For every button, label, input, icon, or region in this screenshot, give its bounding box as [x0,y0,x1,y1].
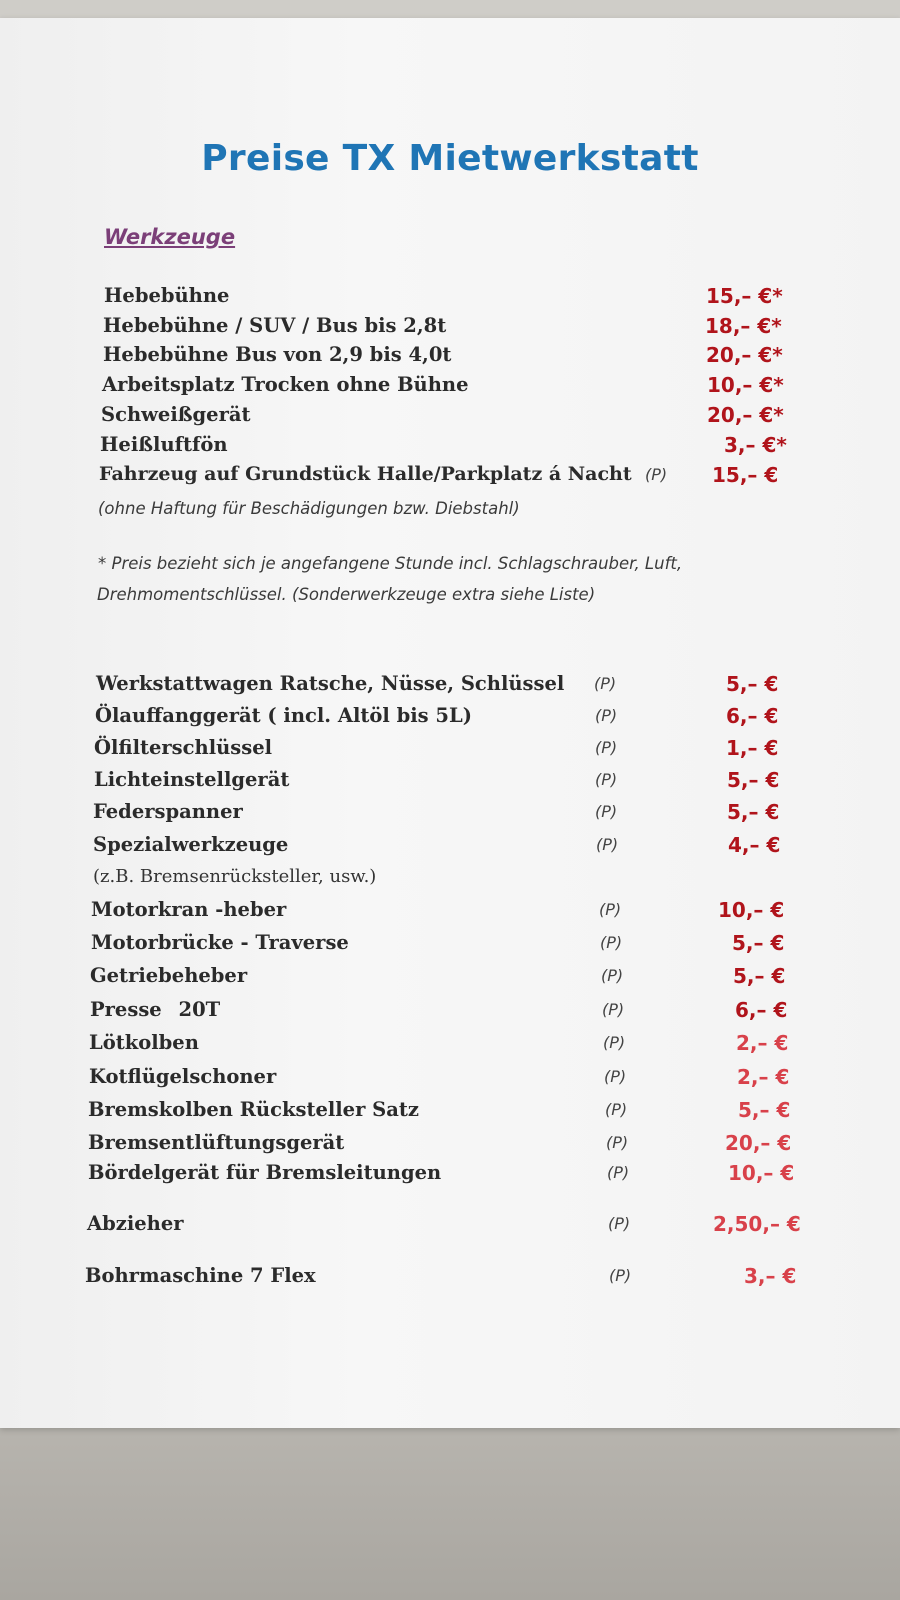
footnote-line-1: * Preis bezieht sich je angefangene Stunde incl. Schlagschrauber, Luft, [98,554,683,573]
item-price: 15,– € [712,463,779,487]
item-p-marker: (P) [608,1214,631,1233]
item-label: Bremskolben Rücksteller Satz [88,1098,419,1121]
item-p-marker: (P) [603,1033,626,1052]
item-price: 15,– €* [706,284,783,308]
item-label: Spezialwerkzeuge [93,833,289,856]
item-label: Werkstattwagen Ratsche, Nüsse, Schlüssel [96,672,565,695]
item-label: Arbeitsplatz Trocken ohne Bühne [102,373,469,396]
item-p-marker: (P) [595,738,618,757]
item-label: Bremsentlüftungsgerät [88,1131,345,1154]
item-label: Abzieher [87,1212,184,1235]
item-price: 5,– € [727,800,780,824]
item-price: 4,– € [728,833,781,857]
item-price: 3,– € [744,1264,797,1288]
item-price: 6,– € [735,998,788,1022]
item-price: 5,– € [732,931,785,955]
item-price: 2,– € [736,1031,789,1055]
item-price: 5,– € [727,768,780,792]
item-label: Motorbrücke - Traverse [91,931,349,954]
item-price: 18,– €* [705,314,782,338]
item-p-marker: (P) [609,1266,632,1285]
item-label: Schweißgerät [101,403,251,426]
item-price: 5,– € [726,672,779,696]
item-label: Ölauffanggerät ( incl. Altöl bis 5L) [95,704,472,727]
item-label: Lötkolben [89,1031,199,1054]
item-p-marker: (P) [595,802,618,821]
special-tools-example: (z.B. Bremsenrücksteller, usw.) [93,866,377,887]
item-p-marker: (P) [602,1000,625,1019]
item-p-marker: (P) [594,674,617,693]
item-label: Ölfilterschlüssel [94,736,273,759]
item-label: Motorkran -heber [91,898,287,921]
item-label: Kotflügelschoner [89,1065,277,1088]
item-price: 5,– € [733,964,786,988]
item-p-marker: (P) [604,1067,627,1086]
item-p-marker: (P) [601,966,624,985]
item-p-marker: (P) [595,770,618,789]
item-price: 5,– € [738,1098,791,1122]
item-price: 20,– €* [707,403,784,427]
item-price: 6,– € [726,704,779,728]
item-label: Hebebühne Bus von 2,9 bis 4,0t [103,343,452,366]
item-label: Lichteinstellgerät [94,768,290,791]
price-list-sheet [0,18,900,1428]
footnote-line-2: Drehmomentschlüssel. (Sonderwerkzeuge extra siehe Liste) [97,585,596,604]
item-price: 10,– € [728,1161,795,1185]
item-p-marker: (P) [599,900,622,919]
item-price: 2,50,– € [713,1212,801,1236]
page-title: Preise TX Mietwerkstatt [201,138,699,179]
item-label: Getriebeheber [90,964,248,987]
item-p-marker: (P) [595,706,618,725]
item-price: 20,– € [725,1131,792,1155]
item-p-marker: (P) [645,465,668,484]
item-price: 10,– € [718,898,785,922]
item-price: 3,– €* [724,433,787,457]
table-surface [0,1405,900,1600]
item-label: Hebebühne / SUV / Bus bis 2,8t [103,314,447,337]
item-label: Fahrzeug auf Grundstück Halle/Parkplatz á Nacht [99,463,632,485]
item-p-marker: (P) [605,1100,628,1119]
item-label: Heißluftfön [100,433,228,456]
section-heading: Werkzeuge [104,225,236,249]
item-price: 2,– € [737,1065,790,1089]
item-label: Bördelgerät für Bremsleitungen [88,1161,442,1184]
item-label: Presse 20T [90,998,221,1021]
item-price: 20,– €* [706,343,783,367]
item-price: 10,– €* [707,373,784,397]
item-label: Federspanner [93,800,243,823]
item-price: 1,– € [726,736,779,760]
item-label: Hebebühne [104,284,230,307]
item-p-marker: (P) [606,1133,629,1152]
liability-note: (ohne Haftung für Beschädigungen bzw. Diebstahl) [98,499,520,518]
item-p-marker: (P) [596,835,619,854]
item-label: Bohrmaschine 7 Flex [85,1264,316,1287]
item-p-marker: (P) [607,1163,630,1182]
item-p-marker: (P) [600,933,623,952]
